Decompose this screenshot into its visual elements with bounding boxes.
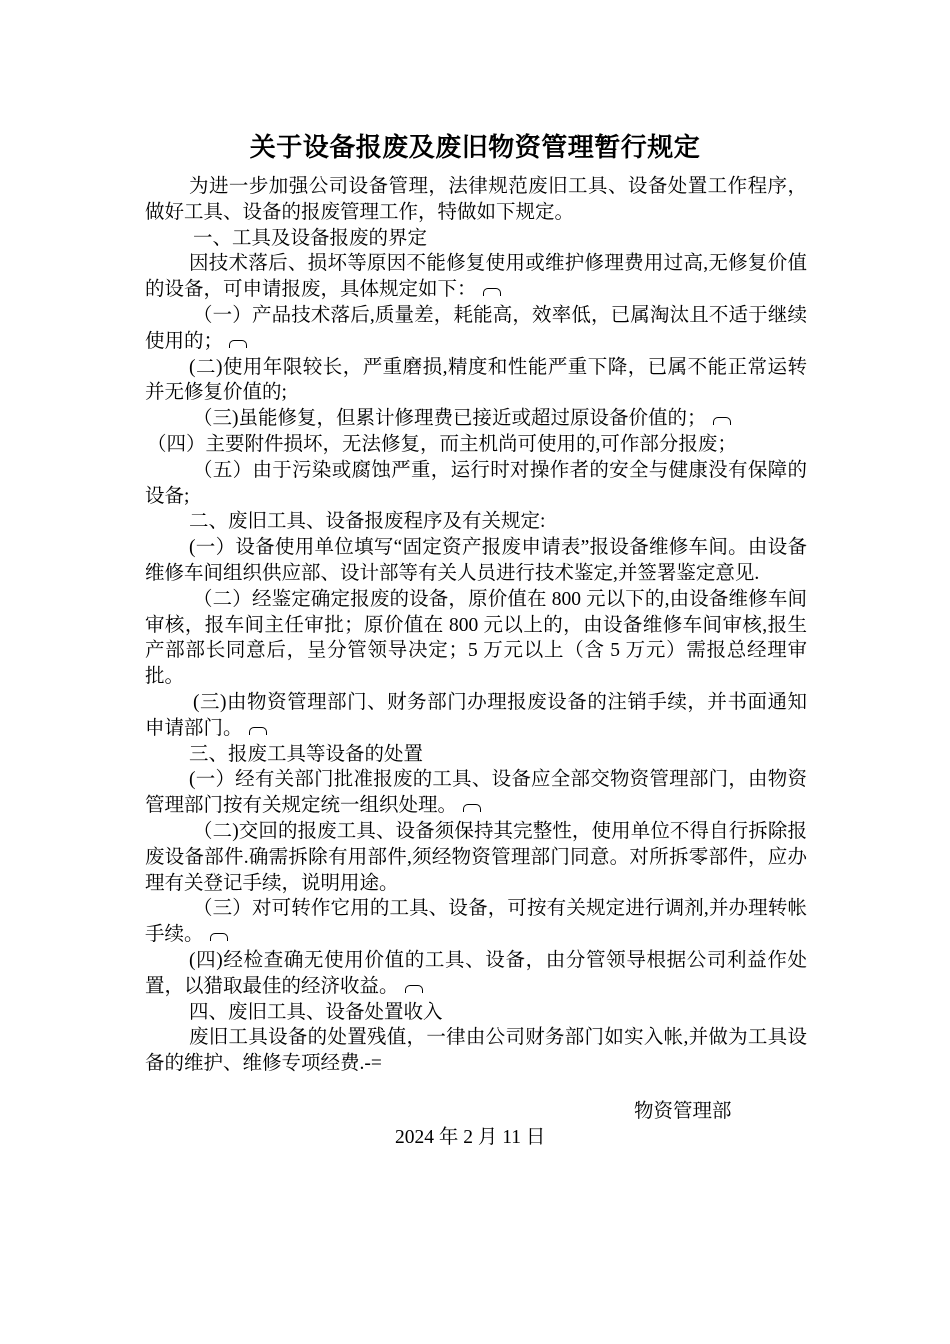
section1-item: (二)使用年限较长，严重磨损,精度和性能严重下降，已属不能正常运转并无修复价值的; [145,356,807,404]
section1-item: （五）由于污染或腐蚀严重，运行时对操作者的安全与健康没有保障的设备; [145,459,807,507]
section4-heading: 四、废旧工具、设备处置收入 [189,1001,443,1023]
document-body [145,174,807,1077]
section1-item: （三)虽能修复，但累计修理费已接近或超过原设备价值的； [145,406,807,432]
section1-lead: 因技术落后、损坏等原因不能修复使用或维护修理费用过高,无修复价值的设备，可申请报废，具体规定如下： [145,253,807,301]
paragraph-mark-icon [249,727,267,735]
section2-item: (一）设备使用单位填写“固定资产报废申请表”报设备维修车间。由设备维修车间组织供应部、设计部等有关人员进行技术鉴定,并签署鉴定意见. [145,537,807,584]
section2-heading: 二、废旧工具、设备报废程序及有关规定: [189,511,546,533]
paragraph-mark-icon [405,985,423,993]
paragraph-mark-icon [229,340,247,348]
paragraph-mark-icon [483,288,501,296]
intro-paragraph: 为进一步加强公司设备管理，法律规范废旧工具、设备处置工作程序，做好工具、设备的报废管理工作，特做如下规定。 [145,176,807,223]
signature: 物资管理部 [634,1101,732,1122]
section3-heading: 三、报废工具等设备的处置 [189,743,424,765]
paragraph-mark-icon [210,933,228,941]
document-date: 2024 年 2 月 11 日 [395,1127,546,1148]
section1-heading: 一、工具及设备报废的界定 [193,227,428,249]
section4-body: 废旧工具设备的处置残值，一律由公司财务部门如实入帐,并做为工具设备的维护、维修专项经费.-= [145,1027,807,1075]
section2-item: (三)由物资管理部门、财务部门办理报废设备的注销手续，并书面通知申请部门。 [145,691,807,739]
section2-item: （二）经鉴定确定报废的设备，原价值在 800 元以下的,由设备维修车间审核，报车间主任审批；原价值在 800 元以上的，由设备维修车间审核,报生产部部长同意后，呈分管领导决定；5 万元以上（含 5 万元）需报总经理审批。 [145,588,807,688]
section3-item: （二)交回的报废工具、设备须保持其完整性，使用单位不得自行拆除报废设备部件.确需拆除有用部件,须经物资管理部门同意。对所拆零部件，应办理有关登记手续，说明用途。 [145,820,807,894]
paragraph-mark-icon [713,417,731,425]
section1-item: （一）产品技术落后,质量差，耗能高，效率低，已属淘汰且不适于继续使用的； [145,304,807,352]
section3-item: (四)经检查确无使用价值的工具、设备，由分管领导根据公司利益作处置，以猎取最佳的经济收益。 [145,949,807,997]
section3-item: (一）经有关部门批准报废的工具、设备应全部交物资管理部门，由物资管理部门按有关规定统一组织处理。 [145,769,807,817]
document-title: 关于设备报废及废旧物资管理暂行规定 [249,133,701,163]
section1-item: （四）主要附件损坏，无法修复，而主机尚可使用的,可作部分报废； [147,433,737,455]
paragraph-mark-icon [463,804,481,812]
section3-item: （三）对可转作它用的工具、设备，可按有关规定进行调剂,并办理转帐手续。 [145,898,807,946]
